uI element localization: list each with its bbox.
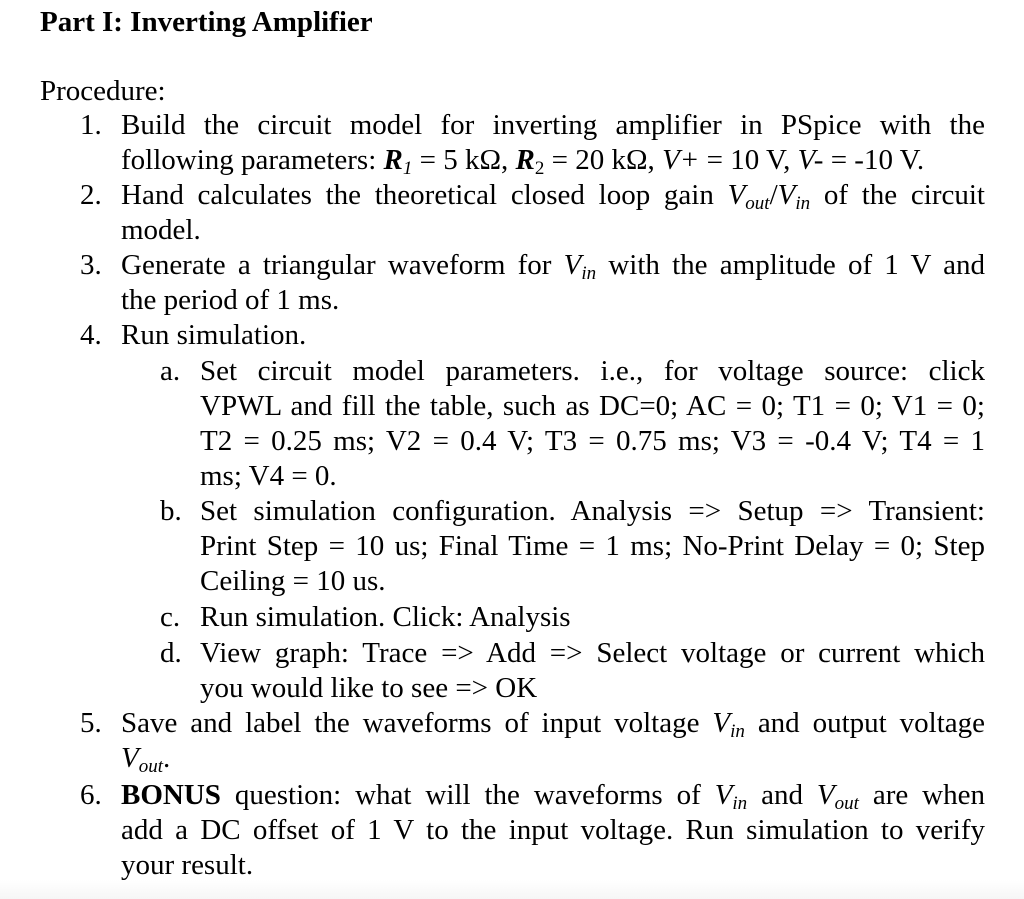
step-1-line-2: following parameters: $R_1 = 5$ kΩ, $R_2 = 20$ kΩ, V+ = 10 V, V- = -10 V. [121,144,925,179]
substep-a-line: Set circuit model parameters. i.e., for voltage source: click [200,355,985,387]
substep-letter: a. [160,355,181,387]
step-number: 4. [80,319,102,351]
step-number: 1. [80,109,102,141]
step-5-line-1: Save and label the waveforms of input voltage $V_{in}$ and output voltage [121,707,985,742]
step-number: 2. [80,179,102,211]
step-number: 6. [80,779,102,811]
bonus-label: BONUS [121,779,221,811]
substep-d-line: View graph: Trace => Add => Select voltage or current which [200,637,985,669]
step-4-line-1: Run simulation. [121,319,307,351]
step-2-line-1: Hand calculates the theoretical closed loop gain $V_{out}/V_{in}$ of the circuit [121,179,985,214]
step-3-line-1: Generate a triangular waveform for $V_{in}$ with the amplitude of 1 V and [121,249,985,284]
procedure-heading: Procedure: [40,75,166,107]
substep-c-line: Run simulation. Click: Analysis [200,601,571,633]
step-6-line-3: your result. [121,849,254,881]
step-3-line-2: the period of 1 ms. [121,284,340,316]
step-number: 3. [80,249,102,281]
step-6-line-2: add a DC offset of 1 V to the input voltage. Run simulation to verify [121,814,985,846]
step-6-line-1: BONUS question: what will the waveforms of $V_{in}$ and $V_{out}$ are when [121,779,985,814]
substep-letter: d. [160,637,182,669]
substep-letter: b. [160,495,182,527]
substep-d-line: you would like to see => OK [200,672,538,704]
substep-a-line: VPWL and fill the table, such as DC=0; AC = 0; T1 = 0; V1 = 0; [200,390,985,422]
substep-a-line: ms; V4 = 0. [200,460,337,492]
substep-b-line: Set simulation configuration. Analysis => Setup => Transient: [200,495,985,527]
page-title: Part I: Inverting Amplifier [40,6,373,38]
step-5-line-2: $V_{out}$. [121,742,171,777]
substep-b-line: Ceiling = 10 us. [200,565,386,597]
substep-b-line: Print Step = 10 us; Final Time = 1 ms; No-Print Delay = 0; Step [200,530,985,562]
step-1-line-1: Build the circuit model for inverting amplifier in PSpice with the [121,109,985,141]
step-2-line-2: model. [121,214,201,246]
step-number: 5. [80,707,102,739]
substep-letter: c. [160,601,181,633]
substep-a-line: T2 = 0.25 ms; V2 = 0.4 V; T3 = 0.75 ms; V3 = -0.4 V; T4 = 1 [200,425,985,457]
